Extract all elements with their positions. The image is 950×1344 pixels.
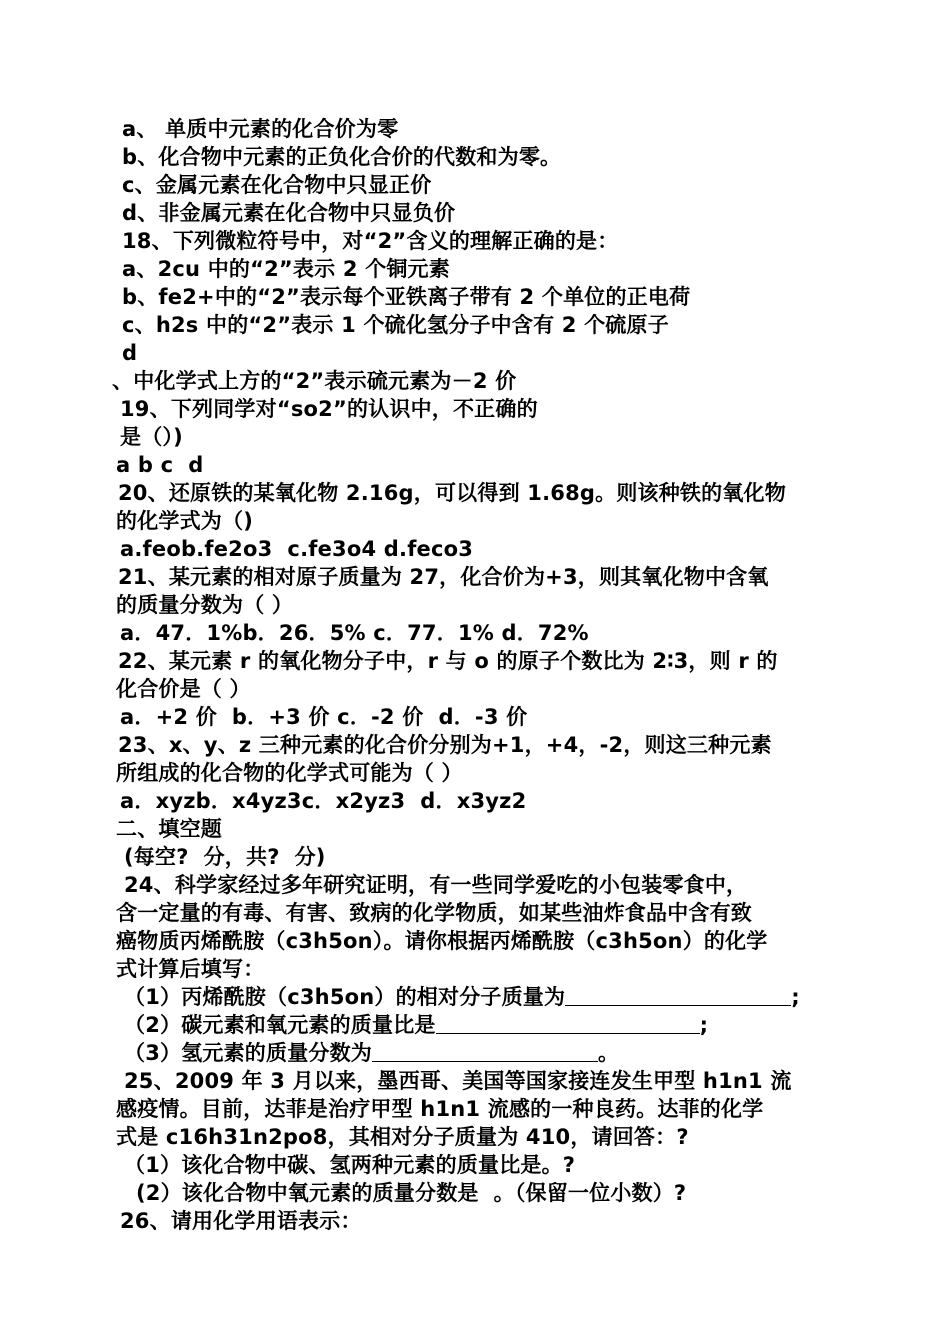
option-c-17: c、金属元素在化合物中只显正价 — [122, 173, 432, 197]
question-22-cont: 化合价是（ ） — [116, 677, 251, 701]
question-20: 20、还原铁的某氧化物 2.16g，可以得到 1.68g。则该种铁的氧化物 — [118, 481, 786, 505]
fill-item-2-text: （2）碳元素和氧元素的质量比是 — [124, 1013, 436, 1037]
question-23-cont: 所组成的化合物的化学式可能为（ ） — [116, 761, 463, 785]
option-d-18-text: 、中化学式上方的“2”表示硫元素为－2 价 — [112, 369, 517, 393]
options-22: a．+2 价 b．+3 价 c．-2 价 d．-3 价 — [120, 705, 528, 729]
question-25-cont-1: 感疫情。目前，达菲是治疗甲型 h1n1 流感的一种良药。达菲的化学 — [116, 1097, 764, 1121]
question-22: 22、某元素 r 的氧化物分子中，r 与 o 的原子个数比为 2∶3，则 r 的 — [118, 649, 778, 673]
fill-item-2 — [124, 1012, 708, 1038]
fill-item-2-end: ; — [699, 1013, 709, 1037]
fill-item-1 — [124, 984, 800, 1010]
option-a-18: a、2cu 中的“2”表示 2 个铜元素 — [122, 257, 450, 281]
question-24: 24、科学家经过多年研究证明，有一些同学爱吃的小包装零食中， — [124, 873, 748, 897]
question-18: 18、下列微粒符号中，对“2”含义的理解正确的是： — [122, 229, 619, 253]
option-b-17: b、化合物中元素的正负化合价的代数和为零。 — [122, 145, 562, 169]
question-26: 26、请用化学用语表示： — [120, 1209, 362, 1233]
fill-item-3 — [124, 1040, 619, 1066]
answer-blank-1[interactable] — [565, 985, 791, 1006]
fill-item-1-text: （1）丙烯酰胺（c3h5on）的相对分子质量为 — [124, 985, 566, 1009]
answer-blank-3[interactable] — [372, 1041, 598, 1062]
options-19: a b c d — [116, 453, 204, 477]
question-19-cont: 是（）) — [120, 425, 183, 449]
question-21-cont: 的质量分数为（ ） — [116, 593, 294, 617]
options-20: a.feob.fe2o3 c.fe3o4 d.feco3 — [120, 537, 474, 561]
fill-item-3-text: （3）氢元素的质量分数为 — [124, 1041, 373, 1065]
question-24-cont-1: 含一定量的有毒、有害、致病的化学物质，如某些油炸食品中含有致 — [116, 901, 752, 925]
option-d-18-letter: d — [122, 341, 138, 365]
question-25-cont-2: 式是 c16h31n2po8，其相对分子质量为 410，请回答：? — [116, 1125, 689, 1149]
option-b-18: b、fe2+中的“2”表示每个亚铁离子带有 2 个单位的正电荷 — [122, 285, 691, 309]
answer-blank-2[interactable] — [436, 1013, 700, 1034]
question-24-cont-3: 式计算后填写： — [116, 957, 265, 981]
fill-item-1-end: ; — [791, 985, 800, 1009]
option-c-18: c、h2s 中的“2”表示 1 个硫化氢分子中含有 2 个硫原子 — [122, 313, 669, 337]
options-23: a．xyzb．x4yz3c．x2yz3 d．x3yz2 — [120, 789, 527, 813]
question-20-cont: 的化学式为（) — [116, 509, 253, 533]
option-d-17: d、非金属元素在化合物中只显负价 — [122, 201, 456, 225]
question-23: 23、x、y、z 三种元素的化合价分别为+1，+4，-2，则这三种元素 — [118, 733, 772, 757]
options-21: a．47．1%b．26．5% c．77．1% d．72% — [120, 621, 589, 645]
question-25: 25、2009 年 3 月以来，墨西哥、美国等国家接连发生甲型 h1n1 流 — [124, 1069, 792, 1093]
fill-item-3-end: 。 — [598, 1041, 620, 1065]
question-19: 19、下列同学对“so2”的认识中，不正确的 — [120, 397, 538, 421]
question-21: 21、某元素的相对原子质量为 27，化合价为+3，则其氧化物中含氧 — [118, 565, 769, 589]
section-heading: 二、填空题 — [116, 817, 222, 841]
question-25-part-2: (2）该化合物中氧元素的质量分数是 。（保留一位小数）? — [136, 1181, 687, 1205]
question-25-part-1: （1）该化合物中碳、氢两种元素的质量比是。? — [124, 1153, 576, 1177]
section-scoring: (每空? 分，共? 分) — [124, 845, 326, 869]
question-24-cont-2: 癌物质丙烯酰胺（c3h5on）。请你根据丙烯酰胺（c3h5on）的化学 — [116, 929, 768, 953]
option-a-17: a、 单质中元素的化合价为零 — [122, 117, 399, 141]
